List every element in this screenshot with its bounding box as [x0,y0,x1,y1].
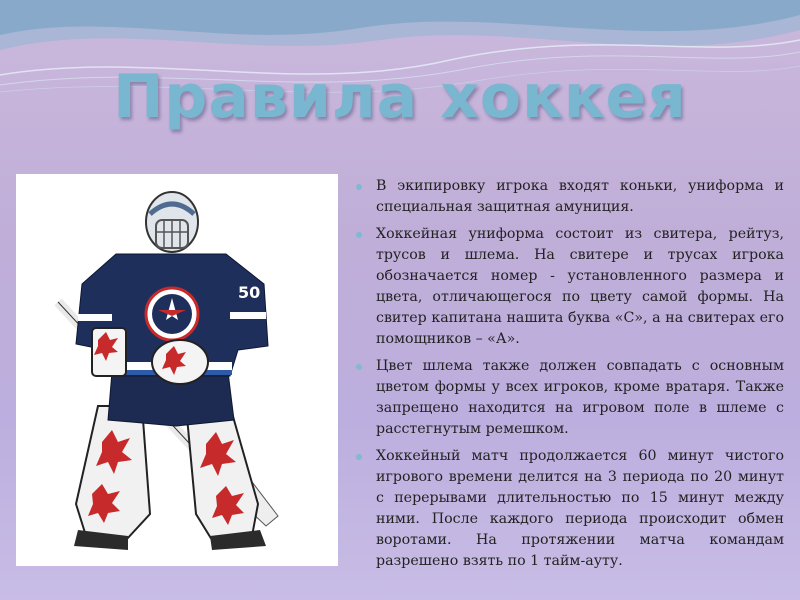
bullet-text: В экипировку игрока входят коньки, униформа и специальная защитная амуниция. [376,178,784,215]
hockey-goalie-image [16,174,338,566]
bullet-text: Хоккейная униформа состоит из свитера, рейтуз, трусов и шлема. На свитере и трусах игрока обозначается номер - установленного размера и цвета, отличающегося по цвету самой формы. На свитер капитана нашита буква «С», а на свитерах его помощников – «А». [376,226,784,347]
goalie-photo [16,174,338,566]
bullet-item [356,446,784,572]
bullet-dot-icon [356,232,362,238]
bullet-text: Хоккейный матч продолжается 60 минут чистого игрового времени делится на 3 периода по 20 минут с перерывами длительностью по 15 минут между ними. После каждого периода происходит обмен воротами. На протяжении матча командам разрешено взять по 1 тайм-ауту. [376,448,784,569]
bullet-dot-icon [356,364,362,370]
jersey-number: 50 [238,283,261,302]
bullet-text: Цвет шлема также должен совпадать с основным цветом формы у всех игроков, кроме вратаря. Также запрещено находится на игровом поле в шлеме с расстегнутым ремешком. [376,358,784,437]
bullet-dot-icon [356,454,362,460]
bullet-item [356,356,784,440]
bullet-item [356,176,784,218]
bullet-item [356,224,784,350]
bullet-dot-icon [356,184,362,190]
slide-title: Правила хоккея [113,62,687,132]
bullet-list [356,176,784,578]
